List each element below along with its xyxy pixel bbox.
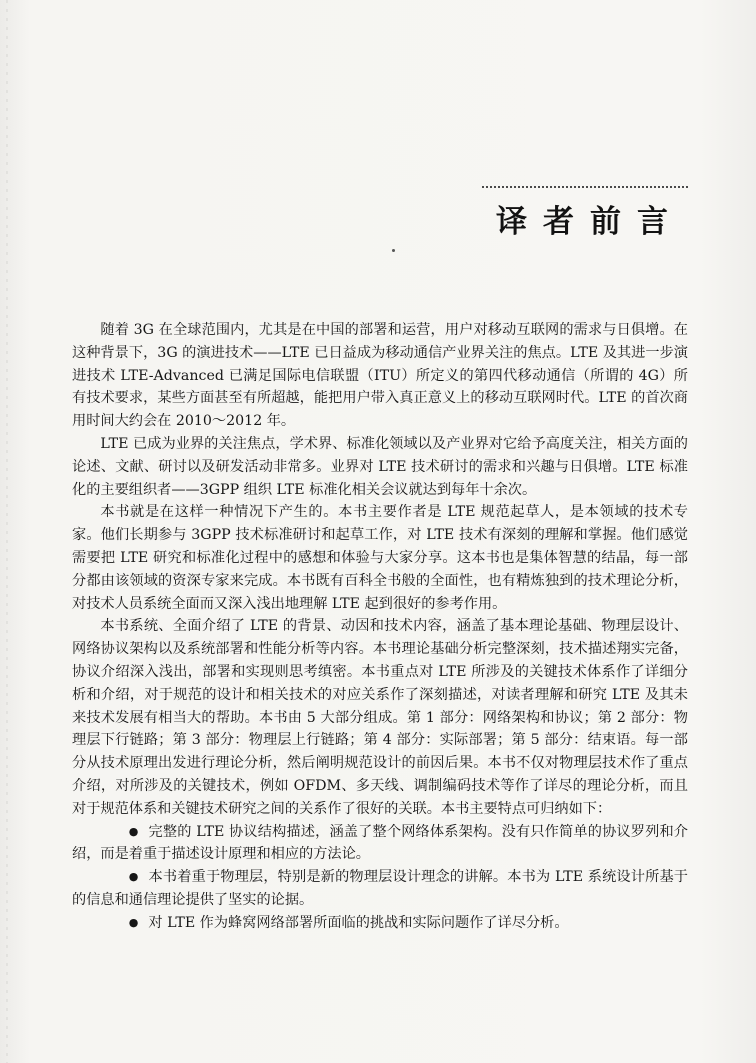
bullet-item <box>72 912 688 935</box>
paragraph: 本书系统、全面介绍了 LTE 的背景、动因和技术内容，涵盖了基本理论基础、物理层设计、网络协议架构以及系统部署和性能分析等内容。本书理论基础分析完整深刻，技术描述翔实完备，协议介绍深入浅出，部署和实现则思考缜密。本书重点对 LTE 所涉及的关键技术体系作了详细分析和介绍，对于规范的设计和相关技术的对应关系作了深刻描述，对读者理解和研究 LTE 及其未来技术发展有相当大的帮助。本书由 5 大部分组成。第 1 部分：网络架构和协议；第 2 部分：物理层下行链路；第 3 部分：物理层上行链路；第 4 部分：实际部署；第 5 部分：结束语。每一部分从技术原理出发进行理论分析，然后阐明规范设计的前因后果。本书不仅对物理层技术作了重点介绍，对所涉及的关键技术，例如 OFDM、多天线、调制编码技术等作了详尽的理论分析，而且对于规范体系和关键技术研究之间的关系作了很好的关联。本书主要特点可归纳如下： <box>72 618 688 817</box>
scan-edge <box>6 0 8 1063</box>
page-title: 译者前言 <box>496 204 684 240</box>
bullet-text: 对 LTE 作为蜂窝网络部署所面临的挑战和实际问题作了详尽分析。 <box>148 914 569 931</box>
bullet-text: 本书着重于物理层，特别是新的物理层设计理念的讲解。本书为 LTE 系统设计所基于的信息和通信理论提供了坚实的论据。 <box>72 869 688 908</box>
bullet-icon: ● <box>128 824 139 838</box>
bullet-item <box>72 821 688 867</box>
paragraph: LTE 已成为业界的关注焦点，学术界、标准化领域以及产业界对它给予高度关注，相关方面的论述、文献、研讨以及研发活动非常多。业界对 LTE 技术研讨的需求和兴趣与日俱增。LTE 标准化的主要组织者——3GPP 组织 LTE 标准化相关会议就达到每年十余次。 <box>72 435 688 498</box>
preface-body <box>72 319 688 935</box>
heading-rule <box>482 186 688 188</box>
bullet-icon: ● <box>128 870 139 884</box>
scan-speck <box>392 249 395 252</box>
bullet-text: 完整的 LTE 协议结构描述，涵盖了整个网络体系架构。没有只作简单的协议罗列和介绍，而是着重于描述设计原理和相应的方法论。 <box>72 823 688 863</box>
paragraph: 随着 3G 在全球范围内，尤其是在中国的部署和运营，用户对移动互联网的需求与日俱增。在这种背景下，3G 的演进技术——LTE 已日益成为移动通信产业界关注的焦点。LTE 及其进一步演进技术 LTE-Advanced 已满足国际电信联盟（ITU）所定义的第四代移动通信（所谓的 4G）所有技术要求，某些方面甚至有所超越，能把用户带入真正意义上的移动互联网时代。LTE 的首次商用时间大约会在 2010～2012 年。 <box>72 322 688 430</box>
paragraph: 本书就是在这样一种情况下产生的。本书主要作者是 LTE 规范起草人，是本领域的技术专家。他们长期参与 3GPP 技术标准研讨和起草工作，对 LTE 技术有深刻的理解和掌握。他们感觉需要把 LTE 研究和标准化过程中的感想和体验与大家分享。这本书也是集体智慧的结晶，每一部分都由该领域的资深专家来完成。本书既有百科全书般的全面性，也有精炼独到的技术理论分析，对技术人员系统全面而又深入浅出地理解 LTE 起到很好的参考作用。 <box>72 504 688 612</box>
bullet-icon: ● <box>128 915 139 929</box>
bullet-item <box>72 866 688 912</box>
